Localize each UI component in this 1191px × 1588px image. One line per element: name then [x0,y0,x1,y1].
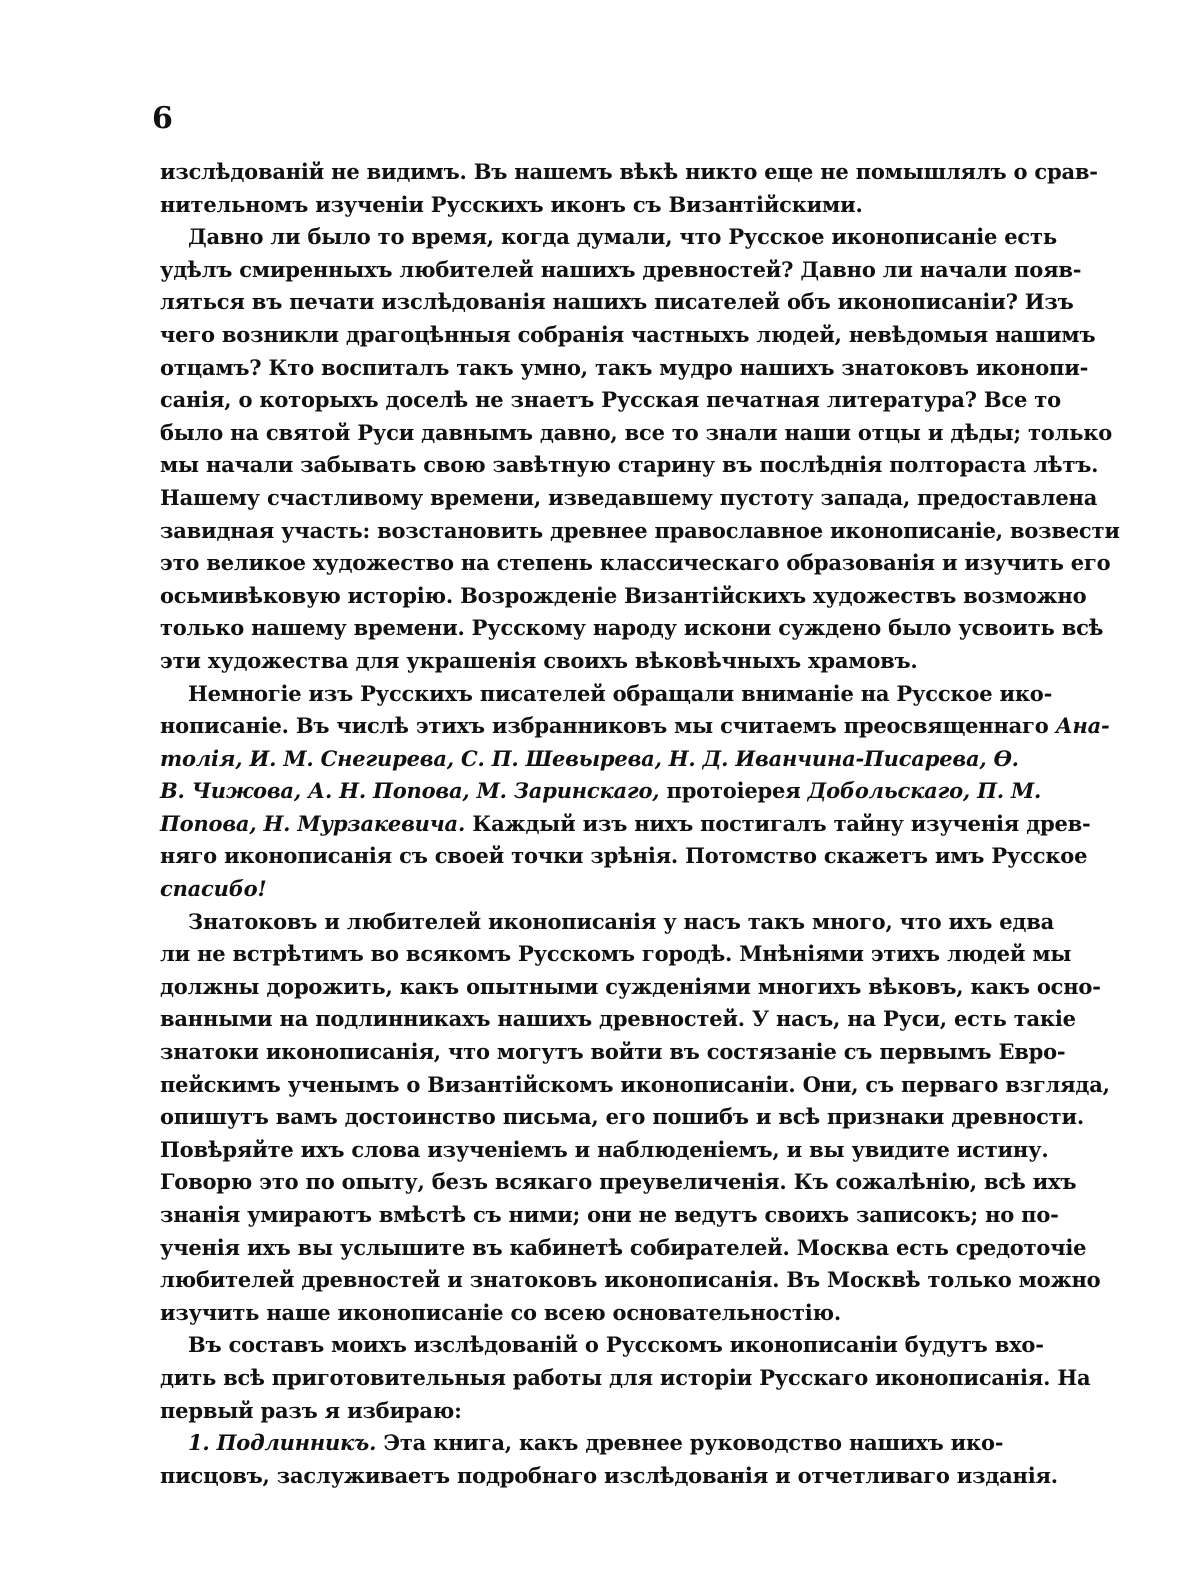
paragraph [160,906,1110,1330]
text-line [160,254,1082,287]
text-line [160,449,1099,482]
text-run: Повѣряйте ихъ слова изученіемъ и наблюденіемъ, и вы увидите истину. [160,1136,1049,1162]
italic-run: 1. Подлинникъ. [188,1430,377,1456]
italic-run: В. Чижова, А. Н. Попова, М. Заринскаго, [160,778,660,804]
text-line [160,1199,1059,1232]
text-line [160,1101,1084,1134]
body-text [160,156,1120,1492]
text-line [160,1329,1044,1362]
text-run: знанія умираютъ вмѣстѣ съ ними; они не ведутъ своихъ записокъ; но по- [160,1202,1059,1227]
text-line [160,743,1019,776]
text-run: Немногіе изъ Русскихъ писателей обращали вниманіе на Русское ико- [188,680,1053,706]
text-run: первый разъ я избираю: [160,1397,462,1423]
text-line [160,678,1053,711]
text-line [160,775,1042,808]
text-line [160,1395,972,1428]
text-line [160,547,1111,580]
text-line [160,1460,1058,1493]
text-run: Нашему счастливому времени, изведавшему пустоту запада, предоставлена [160,484,1098,510]
text-line [160,840,1088,873]
text-run: писцовъ, заслуживаетъ подробнаго изслѣдованія и отчетливаго изданія. [160,1462,1058,1488]
paragraph [160,1427,1058,1492]
text-run: осьмивѣковую исторію. Возрожденіе Византійскихъ художествъ возможно [160,582,1087,608]
text-run: мы начали забывать свою завѣтную старину въ послѣднія полтораста лѣтъ. [160,452,1099,478]
text-line [160,612,1104,645]
text-run: любителей древностей и знатоковъ иконописанія. Въ Москвѣ только можно [160,1267,1101,1293]
text-run: ванными на подлинникахъ нашихъ древностей. У насъ, на Руси, есть такіе [160,1006,1076,1032]
text-line [160,352,1089,385]
text-run: ли не встрѣтимъ во всякомъ Русскомъ городѣ. Мнѣніями этихъ людей мы [160,941,1072,967]
text-run: эти художества для украшенія своихъ вѣковѣчныхъ храмовъ. [160,647,918,673]
italic-run: толія, И. М. Снегирева, С. П. Шевырева, Н. Д. Иванчина-Писарева, Ѳ. [160,745,1019,771]
text-run: Въ составъ моихъ изслѣдованій о Русскомъ иконописаніи будутъ вхо- [188,1332,1044,1358]
text-run: Знатоковъ и любителей иконописанія у насъ такъ много, что ихъ едва [188,908,1055,934]
text-line [160,1166,1077,1199]
text-line [160,417,1113,450]
text-line [160,710,1110,743]
text-run: ляться въ печати изслѣдованія нашихъ писателей объ иконописаніи? Изъ [160,289,1074,315]
text-line [160,1362,1091,1395]
text-run: это великое художество на степень классическаго образованія и изучить его [160,550,1111,576]
text-line [160,971,1101,1004]
text-run: было на святой Руси давнымъ давно, все то знали наши отцы и дѣды; только [160,419,1113,445]
italic-run: Попова, Н. Мурзакевича. [160,810,466,836]
text-run: протоіерея [659,778,808,804]
text-line [160,189,972,222]
text-run: пейскимъ ученымъ о Византійскомъ иконописаніи. Они, съ перваго взгляда, [160,1071,1110,1097]
text-run: няго иконописанія съ своей точки зрѣнія. Потомство скажетъ имъ Русское [160,843,1088,869]
text-run: удѣлъ смиренныхъ любителей нашихъ древностей? Давно ли начали появ- [160,256,1082,282]
page-number: 6 [152,101,173,136]
text-run: нительномъ изученіи Русскихъ иконъ съ Византійскими. [160,191,863,217]
paragraph [160,1329,1091,1427]
text-line [160,580,1087,613]
text-run: Каждый изъ нихъ постигалъ тайну изученія древ- [465,810,1091,836]
text-run: Эта книга, какъ древнее руководство нашихъ ико- [376,1430,1004,1456]
text-line [160,1134,1049,1167]
text-run: санія, о которыхъ доселѣ не знаетъ Русская печатная литература? Все то [160,387,1061,413]
text-line [160,1232,1087,1265]
text-run: ученія ихъ вы услышите въ кабинетѣ собирателей. Москва есть средоточіе [160,1234,1087,1260]
text-run: только нашему времени. Русскому народу искони суждено было усвоить всѣ [160,615,1104,641]
italic-run: Ана- [1055,713,1110,739]
text-line [160,808,1091,841]
italic-run: Добольскаго, П. М. [807,778,1042,804]
text-line [160,482,1098,515]
text-line [160,221,1057,254]
text-line [160,873,972,906]
text-line [160,1264,1101,1297]
text-run: изслѣдованій не видимъ. Въ нашемъ вѣкѣ никто еще не помышлялъ о срав- [160,159,1098,184]
text-run: опишутъ вамъ достоинство письма, его пошибъ и всѣ признаки древности. [160,1104,1084,1130]
text-line [160,319,1096,352]
text-run: чего возникли драгоцѣнныя собранія частныхъ людей, невѣдомыя нашимъ [160,321,1096,347]
paragraph [160,678,1110,906]
text-line [160,1036,1066,1069]
text-run: завидная участь: возстановить древнее православное иконописаніе, возвести [160,517,1120,543]
text-run: нописаніе. Въ числѣ этихъ избранниковъ мы считаемъ преосвященнаго [160,713,1056,739]
text-run: дить всѣ приготовительныя работы для исторіи Русскаго иконописанія. На [160,1364,1091,1390]
text-run: Давно ли было то время, когда думали, что Русское иконописаніе есть [188,224,1057,250]
text-line [160,906,1055,939]
text-run: изучить наше иконописаніе со всею основательностію. [160,1299,841,1325]
text-line [160,515,1120,548]
text-line [160,286,1074,319]
text-line [160,1297,972,1330]
text-line [160,645,972,678]
text-run: знатоки иконописанія, что могутъ войти въ состязаніе съ первымъ Евро- [160,1039,1066,1065]
text-line [160,156,1098,189]
text-line [160,384,1061,417]
text-run: должны дорожить, какъ опытными сужденіями многихъ вѣковъ, какъ осно- [160,973,1101,999]
text-run: Говорю это по опыту, безъ всякаго преувеличенія. Къ сожалѣнію, всѣ ихъ [160,1169,1077,1195]
text-line [160,938,1072,971]
text-line [160,1069,1110,1102]
italic-run: спасибо! [160,876,267,902]
text-line [160,1427,1004,1460]
paragraph [160,221,1120,677]
paragraph [160,156,1098,221]
text-run: отцамъ? Кто воспиталъ такъ умно, такъ мудро нашихъ знатоковъ иконопи- [160,354,1089,380]
text-line [160,1003,1076,1036]
